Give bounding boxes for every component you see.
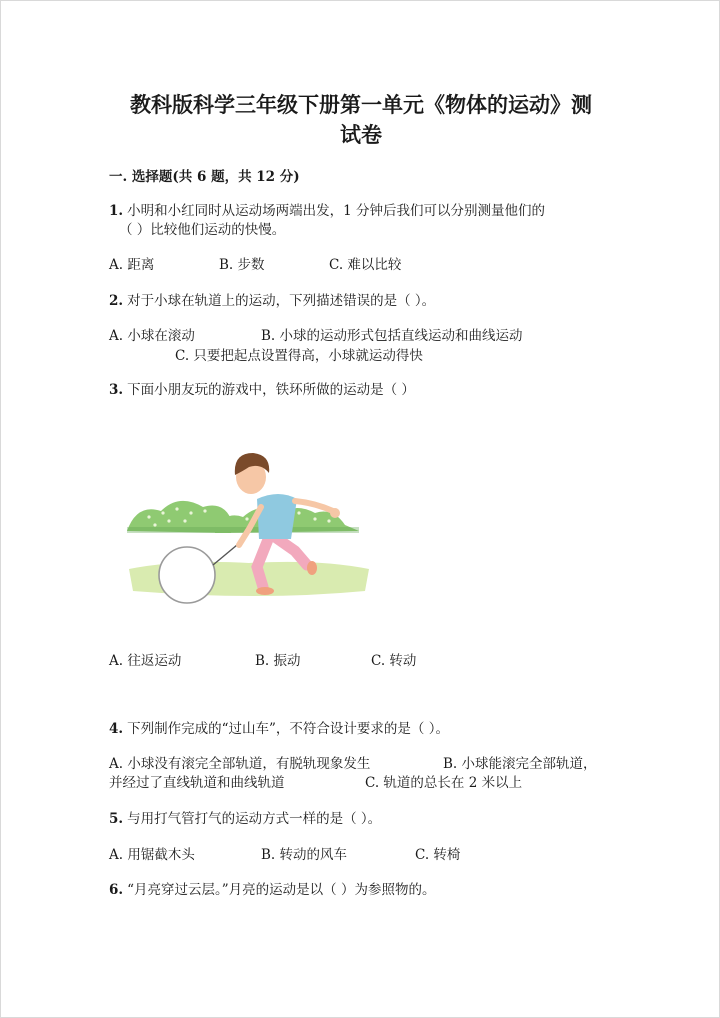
question-1-continued: （ ）比较他们运动的快慢。: [119, 222, 286, 238]
question-number: 4.: [109, 721, 124, 737]
question-text: 对于小球在轨道上的运动，下列描述错误的是（ ）。: [127, 293, 436, 309]
question-text: 下列制作完成的“过山车”，不符合设计要求的是（ ）。: [127, 721, 449, 737]
option-b: B. 步数: [219, 257, 265, 273]
boy-hand-raised: [330, 508, 340, 518]
question-number: 3.: [109, 382, 124, 398]
option-c: C. 转动: [371, 653, 417, 669]
hoop-rolling-illustration: [119, 441, 379, 611]
question-5: [109, 807, 381, 827]
option-b: B. 小球能滚完全部轨道，: [443, 756, 597, 772]
question-1: [109, 199, 545, 219]
page-title-continued: 试卷: [340, 122, 382, 147]
question-number: 6.: [109, 882, 124, 898]
option-c: C. 转椅: [415, 847, 461, 863]
question-text: 下面小朋友玩的游戏中，铁环所做的运动是（ ）: [127, 382, 415, 398]
question-number: 5.: [109, 811, 124, 827]
question-text: 与用打气管打气的运动方式一样的是（ ）。: [127, 811, 382, 827]
question-number: 2.: [109, 293, 124, 309]
iron-hoop: [159, 547, 215, 603]
section-heading: 一. 选择题(共 6 题，共 12 分): [109, 169, 300, 185]
option-b-continued: 并经过了直线轨道和曲线轨道: [109, 775, 285, 791]
option-c: C. 轨道的总长在 2 米以上: [365, 775, 523, 791]
option-b: B. 小球的运动形式包括直线运动和曲线运动: [261, 328, 523, 344]
option-b: B. 振动: [255, 653, 301, 669]
question-3: [109, 378, 415, 398]
option-c: C. 难以比较: [329, 257, 402, 273]
question-text: 小明和小红同时从运动场两端出发，1 分钟后我们可以分别测量他们的: [127, 203, 545, 219]
option-c: C. 只要把起点设置得高，小球就运动得快: [175, 348, 423, 364]
option-a: A. 用锯截木头: [109, 847, 195, 863]
question-2: [109, 289, 435, 309]
option-a: A. 小球在滚动: [109, 328, 195, 344]
hoop-stick: [213, 545, 237, 565]
boy-shoe-back: [256, 587, 274, 595]
option-a: A. 往返运动: [109, 653, 182, 669]
question-number: 1.: [109, 203, 124, 219]
boy-shoe-front: [307, 561, 317, 575]
bush-shadow: [127, 527, 359, 533]
page-title: 教科版科学三年级下册第一单元《物体的运动》测: [130, 92, 592, 117]
question-4: [109, 717, 449, 737]
option-b: B. 转动的风车: [261, 847, 348, 863]
option-a: A. 距离: [109, 257, 155, 273]
boy-shirt: [257, 494, 297, 539]
question-6: [109, 878, 435, 898]
option-a: A. 小球没有滚完全部轨道，有脱轨现象发生: [109, 756, 371, 772]
boy-leg-front: [275, 537, 307, 565]
question-text: “月亮穿过云层。”月亮的运动是以（ ）为参照物的。: [127, 882, 436, 898]
